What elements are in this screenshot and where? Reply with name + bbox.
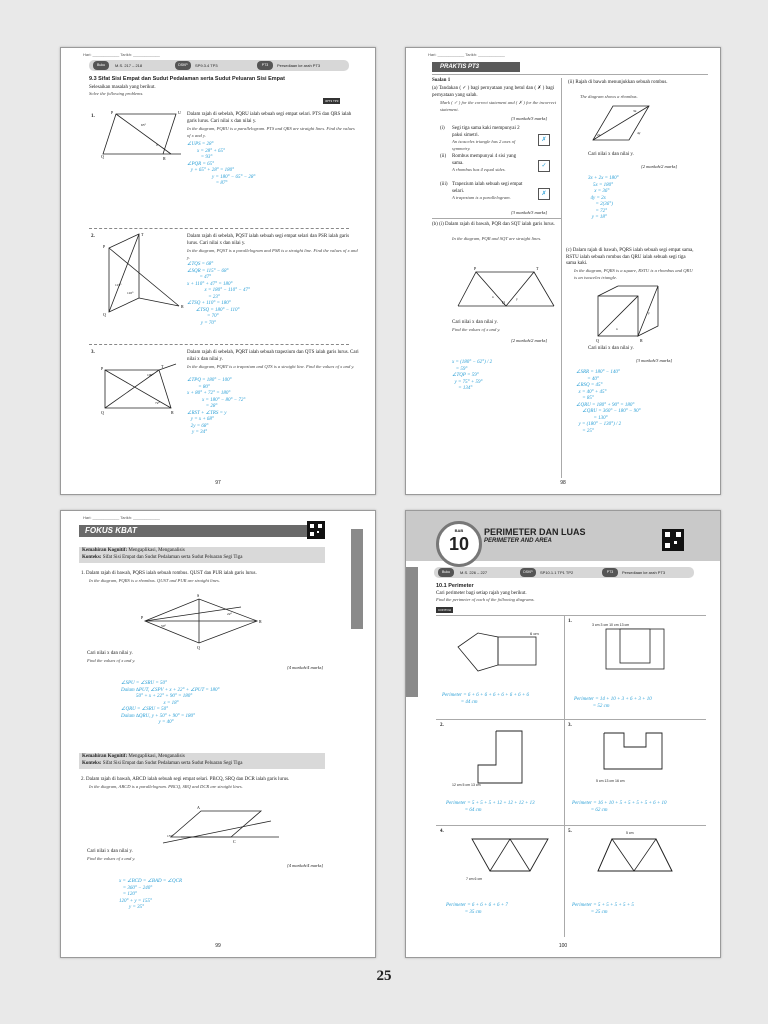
textbook-pages: M.S. 226 – 227 (460, 570, 488, 575)
konteks-label: Konteks: (82, 555, 102, 560)
svg-text:R: R (171, 410, 174, 415)
divider (89, 228, 349, 229)
q3-text-en: In the diagram, PQRT is a trapezium and QTS is a straight line. Find the values of x and y. (187, 364, 355, 369)
page-99 (60, 510, 376, 958)
svg-text:4y: 4y (637, 131, 641, 135)
part-c-en: The diagram shows a rhombus. (580, 94, 638, 99)
kemahiran-value: Mengaplikasi, Menganalisis (128, 548, 185, 553)
pt3-badge: PT3 (602, 568, 618, 577)
textbook-pages: M.S. 217 – 218 (115, 63, 143, 68)
shape-diagram-1 (602, 625, 672, 675)
d-answer: ∠SRR = 180° − 140° = 40° ∠RSQ = 45° x = 40° + 45° = 85° ∠QRU = 180° + 90° = 180° ∠QRU = 360° − 180° − 90° = 130° y = (180° − 130°) / 2 = 25° (576, 370, 641, 434)
svg-text:Q: Q (502, 300, 505, 305)
fokus-kbat-bar: FOKUS KBAT (79, 525, 325, 537)
svg-text:C: C (233, 839, 236, 844)
dimension-label: 5 cm 13 cm 16 cm (596, 779, 625, 783)
chapter-title-ms: PERIMETER DAN LUAS (484, 527, 586, 537)
kemahiran-label: Kemahiran Kognitif: (82, 754, 128, 759)
page-number: 98 (560, 480, 566, 486)
part-a-en: Mark ( ✓ ) for the correct statement and ( ✗ ) for the incorrect statement. (440, 100, 557, 112)
chapter-circle (436, 521, 482, 567)
kbat-q1-find-en: Find the values of x and y. (87, 658, 136, 663)
pt3-text: Persediaan ke arah PT3 (622, 570, 666, 575)
answer-box[interactable]: ✓ (538, 160, 550, 172)
kemahiran-box-1 (79, 547, 325, 563)
statement-roman: (i) (440, 126, 445, 131)
svg-text:P: P (101, 366, 104, 371)
answer-box[interactable]: ✗ (538, 188, 550, 200)
svg-text:x: x (156, 143, 158, 147)
grid-divider (564, 615, 565, 937)
page-97 (60, 47, 376, 495)
b-answer: x = (180° − 62°) / 2 = 59° ∠TQP = 59° y = 75° + 59° = 134° (452, 360, 493, 391)
kbat-q2-en: In the diagram, ABCD is a parallelogram. PBCQ, SRQ and DCR are straight lines. (89, 784, 243, 789)
svg-text:65°: 65° (141, 123, 146, 127)
cell-number: 3. (568, 723, 572, 728)
konteks-label: Konteks: (82, 761, 102, 766)
dimension-label: 3 cm 3 cm 10 cm 13 cm (592, 623, 630, 627)
svg-text:R: R (259, 619, 262, 624)
svg-text:R: R (163, 156, 166, 161)
q2-number: 2. (91, 234, 95, 239)
d-marks: [3 markah/3 marks] (636, 358, 673, 363)
q3-text-ms: Dalam rajah di sebelah, PQRT ialah sebuah trapezium dan QTS ialah garis lurus. Cari nilai x dan nilai y. (187, 350, 359, 362)
svg-text:Q: Q (596, 338, 599, 343)
kemahiran-box-2 (79, 753, 325, 769)
part-b-en: In the diagram, PQR and SQT are straight lines. (452, 236, 542, 241)
svg-text:72°: 72° (155, 401, 160, 405)
b-find-en: Find the values of x and y. (452, 327, 501, 332)
svg-text:155°: 155° (167, 834, 174, 838)
q2-parallelogram-diagram (101, 232, 184, 317)
page-number: 100 (558, 943, 568, 949)
page-100 (405, 510, 721, 958)
q3-answer: ∠TPQ = 180° − 100° = 80° x + 80° + 72° = 180° x = 180° − 80° − 72° = 28° ∠RST + ∠TRS = y y = x + 68° 2y = 68° y = 34° (187, 378, 246, 435)
statement-ms: Trapezium ialah sebuah segi empat selari. (452, 182, 523, 194)
section-title: 10.1 Perimeter (436, 583, 474, 589)
q1-answer: ∠UPS = 28° x = 28° + 65° = 93° ∠PQR = 65° y + 65° + 28° = 180° y = 180° − 65° − 28° = 87° (187, 142, 256, 186)
c-answer: 3x + 2x = 180° 5x = 180° x = 36° 4y = 2x = 2(36°) = 72° y = 18° (588, 176, 619, 220)
part-a-ms: (a) Tandakan ( ✓ ) bagi pernyataan yang betul dan ( ✗ ) bagi pernyataan yang salah. (432, 86, 555, 98)
q2-text-en: In the diagram, PQST is a parallelogram and PSR is a straight line. Find the values of x and y. (187, 248, 358, 260)
dskp-badge: DSKP (175, 61, 191, 70)
page-98 (405, 47, 721, 495)
svg-text:Q: Q (103, 312, 106, 317)
dimension-label: 5 cm (626, 831, 634, 835)
grid-divider (436, 825, 706, 826)
dskp-badge: DSKP (520, 568, 536, 577)
perimeter-answer: Perimeter = 5 + 5 + 5 + 5 + 5 = 25 cm (572, 903, 634, 915)
q1-parallelogram-diagram (101, 112, 181, 162)
c-marks: [2 markah/2 marks] (641, 164, 678, 169)
b-triangles-diagram (456, 268, 556, 308)
square-rhombus-diagram (596, 284, 666, 343)
cell-number: 1. (568, 619, 572, 624)
side-tab (406, 567, 418, 697)
bab-label: BAB (454, 528, 464, 533)
sp-code: SP10.1.1 TP1 TP2 (540, 570, 574, 575)
svg-text:R: R (640, 338, 643, 343)
svg-text:50°: 50° (161, 624, 166, 628)
page-header: Hari: ____________ Tarikh: ____________ (83, 515, 160, 520)
answer-box[interactable]: ✗ (538, 134, 550, 146)
kbat-q1-en: In the diagram, PQRS is a rhombus. QUST and PUR are straight lines. (89, 578, 220, 583)
divider (89, 344, 349, 345)
page-number: 97 (215, 480, 221, 486)
svg-text:x: x (616, 327, 618, 331)
svg-text:P: P (474, 266, 477, 271)
q3-number: 3. (91, 350, 95, 355)
part-d-en: In the diagram, PQRS is a square, RSTU is a rhombus and QRU is an isosceles triangle. (574, 268, 693, 280)
kbat-q2-find-ms: Cari nilai x dan nilai y. (87, 849, 133, 854)
dimension-label: 7 cm 6 cm (466, 877, 483, 881)
b-find-ms: Cari nilai x dan nilai y. (452, 320, 498, 325)
pt3-badge: PT3 (257, 61, 273, 70)
cell-number: 4. (440, 829, 444, 834)
page-header: Hari: ____________ Tarikh: ____________ (428, 52, 505, 57)
svg-text:y: y (516, 297, 518, 301)
qr-code-icon (307, 521, 325, 539)
part-b-ms: (b) (i) Dalam rajah di bawah, PQR dan SQT ialah garis lurus. (432, 222, 555, 227)
perimeter-answer: Perimeter = 6 + 6 + 6 + 6 + 7 = 35 cm (446, 903, 508, 915)
kbat-q1-marks: [4 markah/4 marks] (287, 665, 324, 670)
statement-roman: (ii) (440, 154, 447, 159)
rhombus-diagram (591, 104, 651, 144)
section-title: 9.3 Sifat Sisi Empat dan Sudut Pedalaman serta Sudut Peluaran Sisi Empat (89, 76, 285, 82)
svg-text:100°: 100° (147, 373, 154, 377)
dimension-label: 6 cm (530, 631, 539, 636)
page-number: 99 (215, 943, 221, 949)
statement-ms: Rombus mempunyai 4 sisi yang sama. (452, 154, 517, 166)
svg-text:Q: Q (101, 154, 104, 159)
svg-text:T: T (141, 232, 144, 237)
page-header: Hari: ____________ Tarikh: ____________ (83, 52, 160, 57)
perimeter-answer: Perimeter = 5 + 5 + 5 + 12 + 12 + 12 + 13 = 64 cm (446, 801, 535, 813)
svg-text:110°: 110° (127, 291, 134, 295)
kemahiran-value: Mengaplikasi, Menganalisis (128, 754, 185, 759)
kbat-q2-answer: x = ∠BCD = ∠BAD = ∠QCR = 360° − 240° = 120° 120° + y = 155° y = 35° (119, 879, 183, 910)
sp-code: SP9.3.4 TP3 (195, 63, 218, 68)
svg-text:2x: 2x (597, 133, 601, 137)
svg-text:x: x (492, 295, 494, 299)
kbat-q2-ms: 2. Dalam rajah di bawah, ABCD ialah sebuah segi empat selari. PBCQ, SRQ dan DCR ialah garis lurus. (81, 777, 290, 782)
grid-divider (436, 719, 706, 720)
svg-text:T: T (161, 364, 164, 369)
rule (432, 74, 708, 75)
q1-number: 1. (91, 114, 95, 119)
q1-text-en: In the diagram, PQRU is a parallelogram. PTS and QRS are straight lines. Find the values of x and y. (187, 126, 355, 138)
kemahiran-label: Kemahiran Kognitif: (82, 548, 128, 553)
konteks-value: Sifat Sisi Empat dan Sudut Pedalaman serta Sudut Peluaran Segi Tiga (102, 555, 243, 560)
shape-diagram-3 (602, 731, 672, 775)
dimension-label: 12 cm 5 cm 13 cm (452, 783, 481, 787)
svg-text:U: U (178, 110, 181, 115)
sheet-number: 25 (376, 968, 392, 984)
part-a-marks: [3 markah/3 marks] (511, 116, 548, 121)
perimeter-answer: Perimeter = 14 + 10 + 3 + 6 + 3 + 10 = 52 cm (574, 697, 652, 709)
bukuteks-badge: Buku Teks (93, 61, 109, 70)
kbat-q1-rhombus-diagram (141, 593, 262, 650)
perimeter-answer: Perimeter = 16 + 10 + 5 + 5 + 5 + 5 + 6 + 10 = 62 cm (572, 801, 667, 813)
pt3-text: Persediaan ke arah PT3 (277, 63, 321, 68)
svg-text:P: P (103, 244, 106, 249)
q2-text-ms: Dalam rajah di sebelah, PQST ialah sebuah segi empat selari dan PSR ialah garis lurus. Cari nilai x dan nilai y. (187, 234, 350, 246)
svg-text:P: P (141, 615, 144, 620)
qr-code-icon (662, 529, 684, 551)
instruction-ms: Cari perimeter bagi setiap rajah yang berikut. (436, 591, 527, 596)
instruction-en: Solve the following problems. (89, 91, 144, 96)
cell-number: 2. (440, 723, 444, 728)
d-find-ms: Cari nilai x dan nilai y. (588, 346, 634, 351)
part-c-ms: (ii) Rajah di bawah menunjukkan sebuah rombus. (568, 80, 668, 85)
cell-number: 5. (568, 829, 572, 834)
instruction-ms: Selesaikan masalah yang berikut. (89, 85, 156, 90)
chapter-number: 10 (448, 534, 470, 554)
shape-diagram-4 (470, 837, 550, 877)
statement-en: A rhombus has 4 equal sides. (452, 167, 506, 172)
statement-en: A trapezium is a parallelogram. (452, 195, 511, 200)
chapter-title-en: PERIMETER AND AREA (484, 538, 552, 544)
kbat-q1-ms: 1. Dalam rajah di bawah, PQRS ialah sebuah rombus. QUST dan PUR ialah garis lurus. (81, 571, 257, 576)
praktis-pt3-bar: PRAKTIS PT3 (432, 62, 520, 72)
tp-tag: 3PT3 TP3 (325, 99, 339, 103)
svg-text:115°: 115° (115, 283, 122, 287)
column-divider (561, 78, 562, 478)
svg-text:22°: 22° (227, 612, 232, 616)
kbat-q1-find-ms: Cari nilai x dan nilai y. (87, 651, 133, 656)
b-marks: [2 markah/2 marks] (511, 338, 548, 343)
svg-text:Q: Q (101, 410, 104, 415)
kbat-q1-answer: ∠SPU = ∠SRU = 50° Dalam ∆PUT, ∠SPV + x + 22° + ∠PUT = 180° 50° + x + 22° + 90° = 180° x = 18° ∠QRU = ∠SRU = 50° Dalam ∆QRU, y + 50° + 90° = 180° y = 40° (121, 681, 220, 725)
kbat-q2-parallelogram-diagram (161, 807, 281, 847)
kbat-q2-find-en: Find the values of x and y. (87, 856, 136, 861)
perimeter-answer: Perimeter = 6 + 6 + 6 + 6 + 6 + 6 + 6 + 6 = 44 cm (442, 693, 529, 705)
bukuteks-badge: Buku Teks (438, 568, 454, 577)
contoh-tag: CONTOH (438, 608, 451, 612)
svg-text:S: S (197, 593, 200, 598)
svg-text:3x: 3x (633, 109, 637, 113)
instruction-en: Find the perimeter of each of the following diagrams. (436, 597, 535, 602)
side-tab (351, 529, 363, 629)
part-a-marks-2: [3 markah/3 marks] (511, 210, 548, 215)
svg-text:Q: Q (197, 645, 200, 650)
q2-answer: ∠TQS = 68° ∠SQR = 115° − 68° = 47° x + 110° + 47° = 180° x = 180° − 110° − 47° = 23° ∠TSQ + 110° = 180° ∠TSQ = 180° − 110° = 70° y = 70° (187, 262, 250, 326)
q3-trapezium-diagram (101, 360, 181, 420)
svg-text:A: A (197, 805, 200, 810)
grid-divider (436, 615, 706, 616)
soalan-label: Soalan 1 (432, 78, 451, 83)
svg-text:y: y (648, 311, 650, 315)
shape-diagram-5 (596, 837, 676, 877)
svg-text:P: P (111, 110, 114, 115)
svg-text:R: R (181, 304, 184, 309)
rule (432, 218, 561, 219)
statement-en: An isosceles triangle has 2 axes of symmetry. (452, 139, 516, 151)
svg-text:T: T (536, 266, 539, 271)
statement-ms: Segi tiga sama kaki mempunyai 2 paksi simetri. (452, 126, 520, 138)
part-d-ms: (c) Dalam rajah di bawah, PQRS ialah sebuah segi empat sama, RSTU ialah sebuah rombus dan QRU ialah sebuah segi tiga sama kaki. (566, 248, 694, 266)
q1-text-ms: Dalam rajah di sebelah, PQRU ialah sebuah segi empat selari. PTS dan QRS ialah garis lurus. Cari nilai x dan nilai y. (187, 112, 352, 124)
kbat-q2-marks: [4 markah/4 marks] (287, 863, 324, 868)
statement-roman: (iii) (440, 182, 448, 187)
reference-band (89, 60, 349, 76)
reference-band (434, 567, 694, 583)
konteks-value: Sifat Sisi Empat dan Sudut Pedalaman serta Sudut Peluaran Segi Tiga (102, 761, 243, 766)
c-find-ms: Cari nilai x dan nilai y. (588, 152, 634, 157)
shape-diagram-2 (476, 729, 546, 789)
